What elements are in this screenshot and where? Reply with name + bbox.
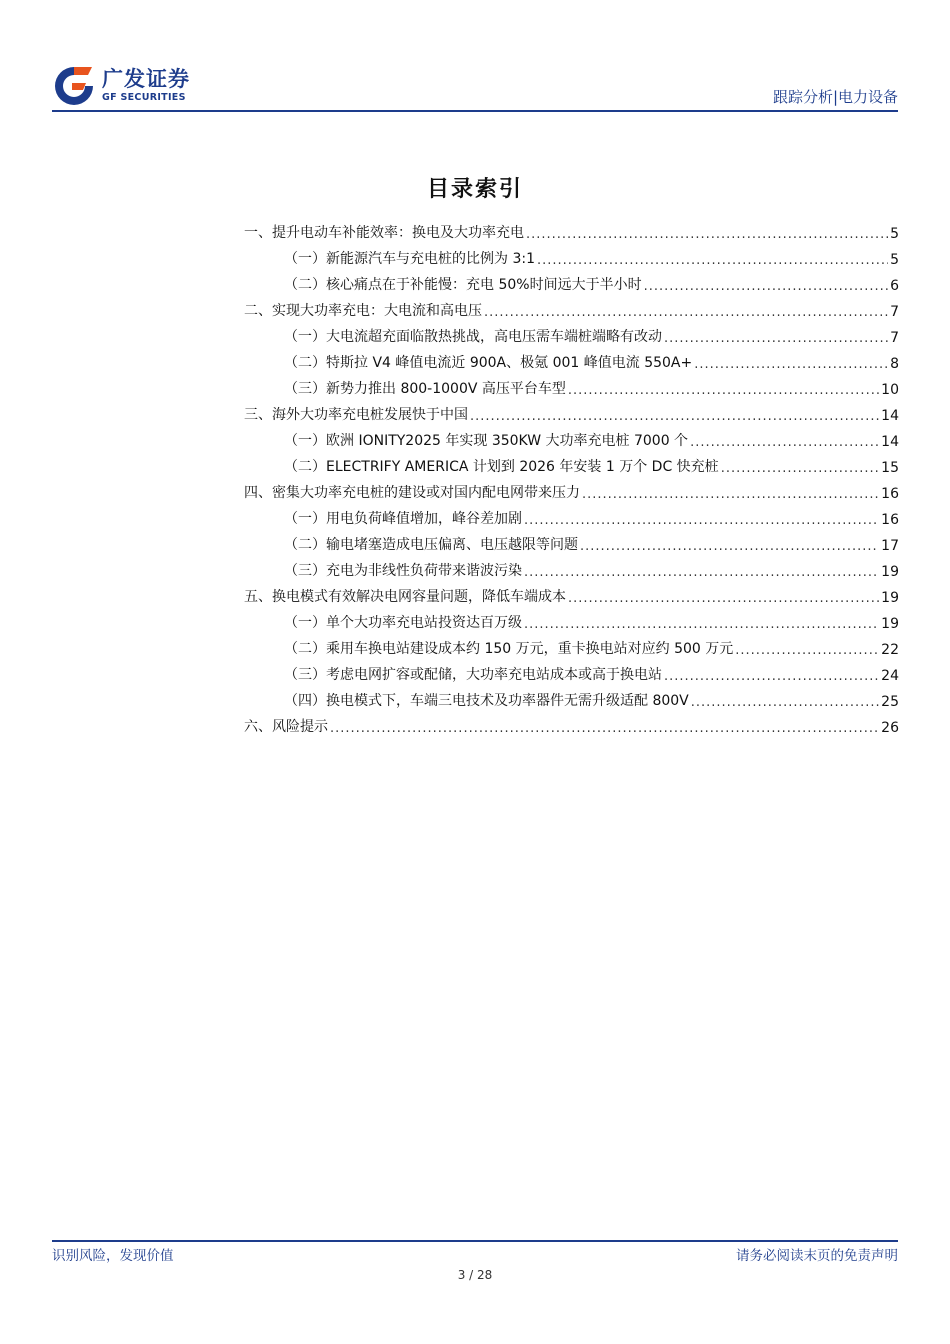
toc-entry-page: 19 bbox=[881, 616, 899, 632]
toc-entry[interactable] bbox=[244, 658, 899, 684]
brand-name-en: GF SECURITIES bbox=[102, 92, 186, 104]
toc-leader-dots bbox=[537, 253, 888, 268]
toc-entry[interactable] bbox=[244, 372, 899, 398]
toc-entry-page: 7 bbox=[890, 330, 899, 346]
toc-entry-page: 24 bbox=[881, 668, 899, 684]
toc-entry[interactable] bbox=[244, 476, 899, 502]
toc-entry-label: （二）ELECTRIFY AMERICA 计划到 2026 年安装 1 万个 DC 快充桩 bbox=[284, 459, 719, 475]
toc-entry-label: （三）新势力推出 800-1000V 高压平台车型 bbox=[284, 381, 566, 397]
toc-leader-dots bbox=[526, 227, 888, 242]
toc-entry[interactable] bbox=[244, 684, 899, 710]
toc-entry-page: 7 bbox=[890, 304, 899, 320]
toc-leader-dots bbox=[721, 461, 879, 476]
toc-leader-dots bbox=[664, 331, 888, 346]
toc-entry[interactable] bbox=[244, 606, 899, 632]
footer-divider bbox=[52, 1240, 898, 1242]
toc-entry[interactable] bbox=[244, 632, 899, 658]
footer-disclaimer: 请务必阅读末页的免责声明 bbox=[736, 1248, 898, 1264]
toc-entry-page: 5 bbox=[890, 252, 899, 268]
toc-entry-label: （二）特斯拉 V4 峰值电流近 900A、极氪 001 峰值电流 550A+ bbox=[284, 355, 693, 371]
toc-entry-label: 六、风险提示 bbox=[244, 719, 328, 735]
toc-entry[interactable] bbox=[244, 580, 899, 606]
toc-entry[interactable] bbox=[244, 554, 899, 580]
toc-entry-page: 5 bbox=[890, 226, 899, 242]
gf-securities-logo-icon bbox=[52, 64, 96, 108]
toc-entry[interactable] bbox=[244, 450, 899, 476]
toc-leader-dots bbox=[484, 305, 888, 320]
toc-entry-page: 15 bbox=[881, 460, 899, 476]
toc-entry-page: 19 bbox=[881, 590, 899, 606]
toc-entry[interactable] bbox=[244, 216, 899, 242]
header-divider bbox=[52, 110, 898, 112]
toc-entry-page: 14 bbox=[881, 408, 899, 424]
toc-entry-page: 8 bbox=[890, 356, 899, 372]
toc-leader-dots bbox=[524, 513, 879, 528]
toc-leader-dots bbox=[690, 435, 879, 450]
toc-entry[interactable] bbox=[244, 346, 899, 372]
report-category: 跟踪分析|电力设备 bbox=[772, 88, 898, 106]
toc-leader-dots bbox=[470, 409, 879, 424]
toc-entry[interactable] bbox=[244, 424, 899, 450]
toc-entry-page: 26 bbox=[881, 720, 899, 736]
brand-name-cn: 广发证券 bbox=[102, 67, 190, 92]
toc-entry-label: （二）核心痛点在于补能慢：充电 50%时间远大于半小时 bbox=[284, 277, 642, 293]
toc-entry[interactable] bbox=[244, 528, 899, 554]
toc-entry[interactable] bbox=[244, 398, 899, 424]
toc-leader-dots bbox=[568, 383, 879, 398]
toc-entry-label: （三）充电为非线性负荷带来谐波污染 bbox=[284, 563, 522, 579]
toc-entry-page: 22 bbox=[881, 642, 899, 658]
toc-leader-dots bbox=[691, 695, 879, 710]
toc-entry-label: （三）考虑电网扩容或配储，大功率充电站成本或高于换电站 bbox=[284, 667, 662, 683]
toc-leader-dots bbox=[580, 539, 879, 554]
toc-entry-page: 16 bbox=[881, 512, 899, 528]
table-of-contents bbox=[244, 216, 899, 736]
page-header bbox=[52, 64, 898, 110]
toc-entry-label: （一）新能源汽车与充电桩的比例为 3:1 bbox=[284, 251, 535, 267]
toc-leader-dots bbox=[582, 487, 879, 502]
toc-leader-dots bbox=[664, 669, 879, 684]
toc-entry-label: （四）换电模式下，车端三电技术及功率器件无需升级适配 800V bbox=[284, 693, 689, 709]
toc-entry-label: 四、密集大功率充电桩的建设或对国内配电网带来压力 bbox=[244, 485, 580, 501]
toc-entry-label: 五、换电模式有效解决电网容量问题，降低车端成本 bbox=[244, 589, 566, 605]
toc-title: 目录索引 bbox=[426, 177, 523, 202]
toc-leader-dots bbox=[735, 643, 879, 658]
toc-entry-label: 二、实现大功率充电：大电流和高电压 bbox=[244, 303, 482, 319]
toc-entry[interactable] bbox=[244, 242, 899, 268]
toc-entry-label: （一）单个大功率充电站投资达百万级 bbox=[284, 615, 522, 631]
toc-entry-page: 10 bbox=[881, 382, 899, 398]
toc-leader-dots bbox=[330, 721, 879, 736]
toc-entry[interactable] bbox=[244, 710, 899, 736]
toc-entry-label: （二）输电堵塞造成电压偏离、电压越限等问题 bbox=[284, 537, 578, 553]
toc-leader-dots bbox=[524, 565, 879, 580]
toc-leader-dots bbox=[694, 357, 888, 372]
toc-leader-dots bbox=[644, 279, 889, 294]
toc-entry[interactable] bbox=[244, 502, 899, 528]
footer-slogan: 识别风险，发现价值 bbox=[52, 1248, 174, 1264]
toc-entry-label: （一）欧洲 IONITY2025 年实现 350KW 大功率充电桩 7000 个 bbox=[284, 433, 689, 449]
toc-entry-page: 16 bbox=[881, 486, 899, 502]
toc-entry[interactable] bbox=[244, 294, 899, 320]
toc-entry-page: 19 bbox=[881, 564, 899, 580]
toc-entry-label: 一、提升电动车补能效率：换电及大功率充电 bbox=[244, 225, 524, 241]
toc-entry-label: （二）乘用车换电站建设成本约 150 万元，重卡换电站对应约 500 万元 bbox=[284, 641, 734, 657]
toc-leader-dots bbox=[568, 591, 879, 606]
toc-entry-label: 三、海外大功率充电桩发展快于中国 bbox=[244, 407, 468, 423]
brand-logo bbox=[52, 64, 190, 108]
toc-entry-page: 17 bbox=[881, 538, 899, 554]
toc-entry-label: （一）用电负荷峰值增加，峰谷差加剧 bbox=[284, 511, 522, 527]
page-number: 3 / 28 bbox=[457, 1268, 493, 1282]
toc-entry[interactable] bbox=[244, 320, 899, 346]
toc-entry-page: 25 bbox=[881, 694, 899, 710]
toc-entry-label: （一）大电流超充面临散热挑战，高电压需车端桩端略有改动 bbox=[284, 329, 662, 345]
toc-entry[interactable] bbox=[244, 268, 899, 294]
toc-entry-page: 14 bbox=[881, 434, 899, 450]
toc-entry-page: 6 bbox=[890, 278, 899, 294]
toc-leader-dots bbox=[524, 617, 879, 632]
